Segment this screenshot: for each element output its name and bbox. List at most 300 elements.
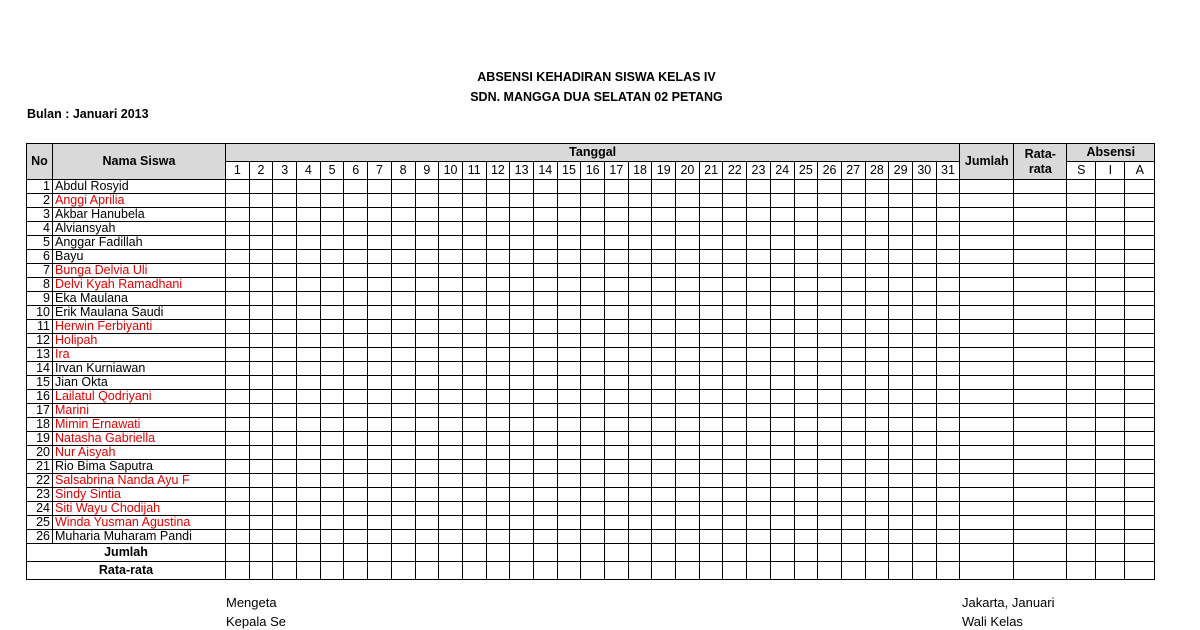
total-cell[interactable] xyxy=(1125,544,1155,562)
attendance-cell[interactable] xyxy=(581,446,605,460)
attendance-cell[interactable] xyxy=(841,194,865,208)
attendance-cell[interactable] xyxy=(960,306,1014,320)
attendance-cell[interactable] xyxy=(273,460,297,474)
attendance-cell[interactable] xyxy=(889,474,913,488)
attendance-cell[interactable] xyxy=(344,362,368,376)
total-cell[interactable] xyxy=(818,562,842,580)
attendance-cell[interactable] xyxy=(865,404,889,418)
attendance-cell[interactable] xyxy=(936,250,960,264)
attendance-cell[interactable] xyxy=(1014,194,1067,208)
attendance-cell[interactable] xyxy=(865,334,889,348)
attendance-cell[interactable] xyxy=(581,292,605,306)
attendance-cell[interactable] xyxy=(605,180,629,194)
attendance-cell[interactable] xyxy=(439,334,463,348)
attendance-cell[interactable] xyxy=(676,446,700,460)
attendance-cell[interactable] xyxy=(1067,446,1096,460)
attendance-cell[interactable] xyxy=(652,292,676,306)
attendance-cell[interactable] xyxy=(960,376,1014,390)
attendance-cell[interactable] xyxy=(439,460,463,474)
attendance-cell[interactable] xyxy=(581,362,605,376)
attendance-cell[interactable] xyxy=(368,222,392,236)
attendance-cell[interactable] xyxy=(368,292,392,306)
attendance-cell[interactable] xyxy=(557,348,581,362)
attendance-cell[interactable] xyxy=(676,278,700,292)
attendance-cell[interactable] xyxy=(344,222,368,236)
attendance-cell[interactable] xyxy=(462,250,486,264)
attendance-cell[interactable] xyxy=(320,432,344,446)
attendance-cell[interactable] xyxy=(320,474,344,488)
attendance-cell[interactable] xyxy=(368,278,392,292)
attendance-cell[interactable] xyxy=(391,404,415,418)
attendance-cell[interactable] xyxy=(794,404,818,418)
attendance-cell[interactable] xyxy=(723,208,747,222)
attendance-cell[interactable] xyxy=(320,390,344,404)
attendance-cell[interactable] xyxy=(344,460,368,474)
attendance-cell[interactable] xyxy=(1014,460,1067,474)
attendance-cell[interactable] xyxy=(533,320,557,334)
attendance-cell[interactable] xyxy=(1096,362,1125,376)
attendance-cell[interactable] xyxy=(249,236,273,250)
attendance-cell[interactable] xyxy=(841,432,865,446)
attendance-cell[interactable] xyxy=(510,222,534,236)
attendance-cell[interactable] xyxy=(581,348,605,362)
attendance-cell[interactable] xyxy=(865,180,889,194)
attendance-cell[interactable] xyxy=(249,446,273,460)
attendance-cell[interactable] xyxy=(320,292,344,306)
attendance-cell[interactable] xyxy=(344,334,368,348)
total-cell[interactable] xyxy=(557,544,581,562)
attendance-cell[interactable] xyxy=(936,236,960,250)
attendance-cell[interactable] xyxy=(226,250,250,264)
total-cell[interactable] xyxy=(889,544,913,562)
total-cell[interactable] xyxy=(1014,562,1067,580)
attendance-cell[interactable] xyxy=(297,236,321,250)
attendance-cell[interactable] xyxy=(1125,348,1155,362)
attendance-cell[interactable] xyxy=(1096,530,1125,544)
attendance-cell[interactable] xyxy=(912,390,936,404)
attendance-cell[interactable] xyxy=(865,516,889,530)
attendance-cell[interactable] xyxy=(865,418,889,432)
attendance-cell[interactable] xyxy=(557,334,581,348)
attendance-cell[interactable] xyxy=(818,530,842,544)
attendance-cell[interactable] xyxy=(912,208,936,222)
attendance-cell[interactable] xyxy=(699,236,723,250)
attendance-cell[interactable] xyxy=(581,306,605,320)
attendance-cell[interactable] xyxy=(770,320,794,334)
attendance-cell[interactable] xyxy=(1096,390,1125,404)
attendance-cell[interactable] xyxy=(628,292,652,306)
attendance-cell[interactable] xyxy=(747,404,771,418)
attendance-cell[interactable] xyxy=(936,376,960,390)
attendance-cell[interactable] xyxy=(1067,390,1096,404)
attendance-cell[interactable] xyxy=(912,376,936,390)
attendance-cell[interactable] xyxy=(865,376,889,390)
attendance-cell[interactable] xyxy=(628,502,652,516)
total-cell[interactable] xyxy=(699,562,723,580)
attendance-cell[interactable] xyxy=(320,278,344,292)
attendance-cell[interactable] xyxy=(699,194,723,208)
attendance-cell[interactable] xyxy=(368,488,392,502)
attendance-cell[interactable] xyxy=(320,306,344,320)
attendance-cell[interactable] xyxy=(581,488,605,502)
attendance-cell[interactable] xyxy=(439,250,463,264)
attendance-cell[interactable] xyxy=(557,446,581,460)
attendance-cell[interactable] xyxy=(557,404,581,418)
attendance-cell[interactable] xyxy=(936,362,960,376)
attendance-cell[interactable] xyxy=(960,348,1014,362)
attendance-cell[interactable] xyxy=(415,362,439,376)
total-cell[interactable] xyxy=(297,562,321,580)
attendance-cell[interactable] xyxy=(273,516,297,530)
attendance-cell[interactable] xyxy=(273,362,297,376)
attendance-cell[interactable] xyxy=(794,474,818,488)
attendance-cell[interactable] xyxy=(1067,264,1096,278)
attendance-cell[interactable] xyxy=(415,418,439,432)
attendance-cell[interactable] xyxy=(1014,264,1067,278)
attendance-cell[interactable] xyxy=(818,474,842,488)
attendance-cell[interactable] xyxy=(486,320,510,334)
attendance-cell[interactable] xyxy=(1096,404,1125,418)
attendance-cell[interactable] xyxy=(605,292,629,306)
attendance-cell[interactable] xyxy=(1067,460,1096,474)
attendance-cell[interactable] xyxy=(794,348,818,362)
attendance-cell[interactable] xyxy=(1067,236,1096,250)
attendance-cell[interactable] xyxy=(439,362,463,376)
attendance-cell[interactable] xyxy=(273,530,297,544)
attendance-cell[interactable] xyxy=(297,418,321,432)
attendance-cell[interactable] xyxy=(297,446,321,460)
attendance-cell[interactable] xyxy=(320,460,344,474)
attendance-cell[interactable] xyxy=(889,348,913,362)
attendance-cell[interactable] xyxy=(912,306,936,320)
attendance-cell[interactable] xyxy=(486,432,510,446)
attendance-cell[interactable] xyxy=(1125,194,1155,208)
attendance-cell[interactable] xyxy=(841,530,865,544)
attendance-cell[interactable] xyxy=(486,208,510,222)
attendance-cell[interactable] xyxy=(628,460,652,474)
attendance-cell[interactable] xyxy=(368,362,392,376)
attendance-cell[interactable] xyxy=(794,460,818,474)
attendance-cell[interactable] xyxy=(1014,474,1067,488)
attendance-cell[interactable] xyxy=(605,516,629,530)
attendance-cell[interactable] xyxy=(770,460,794,474)
attendance-cell[interactable] xyxy=(510,376,534,390)
attendance-cell[interactable] xyxy=(1096,180,1125,194)
total-cell[interactable] xyxy=(510,562,534,580)
attendance-cell[interactable] xyxy=(699,530,723,544)
attendance-cell[interactable] xyxy=(391,236,415,250)
attendance-cell[interactable] xyxy=(273,334,297,348)
total-cell[interactable] xyxy=(581,544,605,562)
attendance-cell[interactable] xyxy=(794,362,818,376)
attendance-cell[interactable] xyxy=(936,488,960,502)
attendance-cell[interactable] xyxy=(1125,404,1155,418)
attendance-cell[interactable] xyxy=(320,376,344,390)
attendance-cell[interactable] xyxy=(912,194,936,208)
attendance-cell[interactable] xyxy=(557,376,581,390)
attendance-cell[interactable] xyxy=(960,460,1014,474)
attendance-cell[interactable] xyxy=(605,390,629,404)
attendance-cell[interactable] xyxy=(462,334,486,348)
attendance-cell[interactable] xyxy=(320,404,344,418)
attendance-cell[interactable] xyxy=(344,292,368,306)
attendance-cell[interactable] xyxy=(676,432,700,446)
attendance-cell[interactable] xyxy=(368,250,392,264)
attendance-cell[interactable] xyxy=(1125,516,1155,530)
total-cell[interactable] xyxy=(226,544,250,562)
attendance-cell[interactable] xyxy=(770,390,794,404)
attendance-cell[interactable] xyxy=(344,320,368,334)
attendance-cell[interactable] xyxy=(415,404,439,418)
attendance-cell[interactable] xyxy=(818,180,842,194)
attendance-cell[interactable] xyxy=(1125,278,1155,292)
attendance-cell[interactable] xyxy=(1014,222,1067,236)
attendance-cell[interactable] xyxy=(794,222,818,236)
attendance-cell[interactable] xyxy=(912,474,936,488)
attendance-cell[interactable] xyxy=(320,250,344,264)
total-cell[interactable] xyxy=(557,562,581,580)
attendance-cell[interactable] xyxy=(415,432,439,446)
attendance-cell[interactable] xyxy=(794,390,818,404)
attendance-cell[interactable] xyxy=(344,264,368,278)
attendance-cell[interactable] xyxy=(297,348,321,362)
attendance-cell[interactable] xyxy=(439,432,463,446)
attendance-cell[interactable] xyxy=(841,488,865,502)
attendance-cell[interactable] xyxy=(936,278,960,292)
attendance-cell[interactable] xyxy=(676,292,700,306)
attendance-cell[interactable] xyxy=(226,334,250,348)
total-cell[interactable] xyxy=(794,562,818,580)
attendance-cell[interactable] xyxy=(226,530,250,544)
attendance-cell[interactable] xyxy=(1014,278,1067,292)
attendance-cell[interactable] xyxy=(818,418,842,432)
attendance-cell[interactable] xyxy=(723,180,747,194)
attendance-cell[interactable] xyxy=(889,320,913,334)
attendance-cell[interactable] xyxy=(818,460,842,474)
attendance-cell[interactable] xyxy=(960,362,1014,376)
attendance-cell[interactable] xyxy=(652,208,676,222)
attendance-cell[interactable] xyxy=(1067,180,1096,194)
total-cell[interactable] xyxy=(676,544,700,562)
attendance-cell[interactable] xyxy=(391,278,415,292)
attendance-cell[interactable] xyxy=(1125,334,1155,348)
attendance-cell[interactable] xyxy=(841,236,865,250)
attendance-cell[interactable] xyxy=(581,516,605,530)
attendance-cell[interactable] xyxy=(841,516,865,530)
attendance-cell[interactable] xyxy=(605,488,629,502)
attendance-cell[interactable] xyxy=(912,292,936,306)
attendance-cell[interactable] xyxy=(676,250,700,264)
attendance-cell[interactable] xyxy=(676,320,700,334)
attendance-cell[interactable] xyxy=(747,460,771,474)
attendance-cell[interactable] xyxy=(628,236,652,250)
attendance-cell[interactable] xyxy=(462,348,486,362)
attendance-cell[interactable] xyxy=(557,488,581,502)
attendance-cell[interactable] xyxy=(1125,446,1155,460)
attendance-cell[interactable] xyxy=(676,460,700,474)
attendance-cell[interactable] xyxy=(1014,390,1067,404)
attendance-cell[interactable] xyxy=(605,404,629,418)
attendance-cell[interactable] xyxy=(581,460,605,474)
attendance-cell[interactable] xyxy=(273,348,297,362)
attendance-cell[interactable] xyxy=(462,460,486,474)
attendance-cell[interactable] xyxy=(889,446,913,460)
attendance-cell[interactable] xyxy=(770,362,794,376)
attendance-cell[interactable] xyxy=(676,474,700,488)
attendance-cell[interactable] xyxy=(297,278,321,292)
attendance-cell[interactable] xyxy=(770,404,794,418)
attendance-cell[interactable] xyxy=(533,180,557,194)
attendance-cell[interactable] xyxy=(226,180,250,194)
attendance-cell[interactable] xyxy=(912,488,936,502)
attendance-cell[interactable] xyxy=(439,488,463,502)
attendance-cell[interactable] xyxy=(297,250,321,264)
attendance-cell[interactable] xyxy=(510,348,534,362)
attendance-cell[interactable] xyxy=(1096,194,1125,208)
attendance-cell[interactable] xyxy=(320,502,344,516)
attendance-cell[interactable] xyxy=(1014,292,1067,306)
attendance-cell[interactable] xyxy=(605,432,629,446)
attendance-cell[interactable] xyxy=(841,334,865,348)
attendance-cell[interactable] xyxy=(628,334,652,348)
attendance-cell[interactable] xyxy=(652,278,676,292)
attendance-cell[interactable] xyxy=(510,390,534,404)
attendance-cell[interactable] xyxy=(226,208,250,222)
attendance-cell[interactable] xyxy=(344,446,368,460)
attendance-cell[interactable] xyxy=(818,362,842,376)
attendance-cell[interactable] xyxy=(794,292,818,306)
attendance-cell[interactable] xyxy=(344,502,368,516)
attendance-cell[interactable] xyxy=(1125,530,1155,544)
attendance-cell[interactable] xyxy=(368,530,392,544)
attendance-cell[interactable] xyxy=(273,180,297,194)
attendance-cell[interactable] xyxy=(344,306,368,320)
attendance-cell[interactable] xyxy=(936,264,960,278)
attendance-cell[interactable] xyxy=(841,208,865,222)
attendance-cell[interactable] xyxy=(889,180,913,194)
attendance-cell[interactable] xyxy=(510,432,534,446)
attendance-cell[interactable] xyxy=(510,320,534,334)
attendance-cell[interactable] xyxy=(723,460,747,474)
attendance-cell[interactable] xyxy=(747,306,771,320)
attendance-cell[interactable] xyxy=(794,530,818,544)
attendance-cell[interactable] xyxy=(841,376,865,390)
attendance-cell[interactable] xyxy=(533,292,557,306)
attendance-cell[interactable] xyxy=(723,390,747,404)
attendance-cell[interactable] xyxy=(533,502,557,516)
total-cell[interactable] xyxy=(486,544,510,562)
attendance-cell[interactable] xyxy=(841,418,865,432)
attendance-cell[interactable] xyxy=(912,432,936,446)
attendance-cell[interactable] xyxy=(486,334,510,348)
attendance-cell[interactable] xyxy=(1125,488,1155,502)
attendance-cell[interactable] xyxy=(747,418,771,432)
attendance-cell[interactable] xyxy=(249,222,273,236)
attendance-cell[interactable] xyxy=(676,334,700,348)
attendance-cell[interactable] xyxy=(818,390,842,404)
attendance-cell[interactable] xyxy=(794,320,818,334)
attendance-cell[interactable] xyxy=(439,390,463,404)
attendance-cell[interactable] xyxy=(297,264,321,278)
attendance-cell[interactable] xyxy=(960,222,1014,236)
attendance-cell[interactable] xyxy=(510,180,534,194)
attendance-cell[interactable] xyxy=(628,404,652,418)
attendance-cell[interactable] xyxy=(368,194,392,208)
attendance-cell[interactable] xyxy=(889,516,913,530)
attendance-cell[interactable] xyxy=(415,516,439,530)
attendance-cell[interactable] xyxy=(1014,404,1067,418)
attendance-cell[interactable] xyxy=(273,306,297,320)
total-cell[interactable] xyxy=(936,544,960,562)
attendance-cell[interactable] xyxy=(1096,250,1125,264)
attendance-cell[interactable] xyxy=(1125,306,1155,320)
attendance-cell[interactable] xyxy=(628,180,652,194)
attendance-cell[interactable] xyxy=(486,418,510,432)
attendance-cell[interactable] xyxy=(273,236,297,250)
attendance-cell[interactable] xyxy=(770,222,794,236)
attendance-cell[interactable] xyxy=(533,264,557,278)
attendance-cell[interactable] xyxy=(1014,362,1067,376)
attendance-cell[interactable] xyxy=(486,390,510,404)
attendance-cell[interactable] xyxy=(1125,474,1155,488)
attendance-cell[interactable] xyxy=(818,222,842,236)
attendance-cell[interactable] xyxy=(368,404,392,418)
attendance-cell[interactable] xyxy=(297,432,321,446)
attendance-cell[interactable] xyxy=(818,348,842,362)
attendance-cell[interactable] xyxy=(462,502,486,516)
attendance-cell[interactable] xyxy=(249,348,273,362)
attendance-cell[interactable] xyxy=(510,334,534,348)
attendance-cell[interactable] xyxy=(770,488,794,502)
attendance-cell[interactable] xyxy=(249,502,273,516)
attendance-cell[interactable] xyxy=(249,390,273,404)
attendance-cell[interactable] xyxy=(747,432,771,446)
attendance-cell[interactable] xyxy=(486,348,510,362)
attendance-cell[interactable] xyxy=(249,208,273,222)
attendance-cell[interactable] xyxy=(605,236,629,250)
attendance-cell[interactable] xyxy=(841,264,865,278)
attendance-cell[interactable] xyxy=(249,306,273,320)
attendance-cell[interactable] xyxy=(273,194,297,208)
attendance-cell[interactable] xyxy=(699,208,723,222)
attendance-cell[interactable] xyxy=(249,180,273,194)
attendance-cell[interactable] xyxy=(273,474,297,488)
attendance-cell[interactable] xyxy=(249,250,273,264)
attendance-cell[interactable] xyxy=(1096,320,1125,334)
attendance-cell[interactable] xyxy=(676,180,700,194)
attendance-cell[interactable] xyxy=(226,432,250,446)
attendance-cell[interactable] xyxy=(415,334,439,348)
attendance-cell[interactable] xyxy=(841,446,865,460)
attendance-cell[interactable] xyxy=(936,516,960,530)
attendance-cell[interactable] xyxy=(628,446,652,460)
total-cell[interactable] xyxy=(747,544,771,562)
attendance-cell[interactable] xyxy=(699,180,723,194)
attendance-cell[interactable] xyxy=(699,446,723,460)
attendance-cell[interactable] xyxy=(533,390,557,404)
attendance-cell[interactable] xyxy=(676,516,700,530)
attendance-cell[interactable] xyxy=(510,460,534,474)
attendance-cell[interactable] xyxy=(960,530,1014,544)
attendance-cell[interactable] xyxy=(889,362,913,376)
attendance-cell[interactable] xyxy=(439,502,463,516)
attendance-cell[interactable] xyxy=(533,446,557,460)
attendance-cell[interactable] xyxy=(344,348,368,362)
attendance-cell[interactable] xyxy=(1067,432,1096,446)
attendance-cell[interactable] xyxy=(486,474,510,488)
attendance-cell[interactable] xyxy=(344,432,368,446)
attendance-cell[interactable] xyxy=(628,474,652,488)
